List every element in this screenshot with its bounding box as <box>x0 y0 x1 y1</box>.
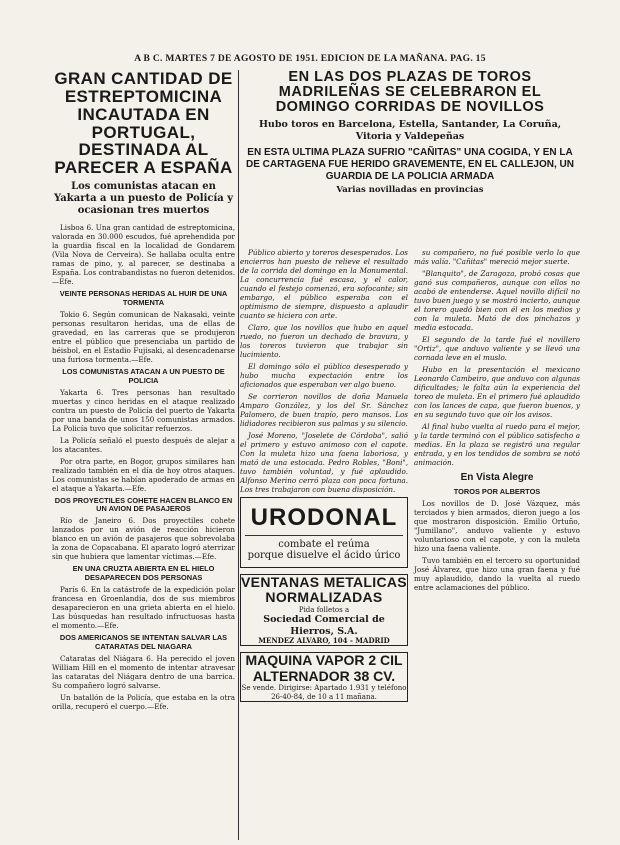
article-paragraph: El domingo sólo el público desesperado y hubo mucha expectación entre los aficionados que esperaban ver algo bueno. <box>240 362 408 389</box>
article-paragraph: Cataratas del Niágara 6. Ha perecido el joven William Hill en el momento de intentar atravesar las cataratas del Niágara dentro de una barrica. Su compañero logró salvarse. <box>52 653 235 690</box>
subcolumn-right <box>414 248 580 595</box>
left-subhead: Los comunistas atacan en Yakarta a un puesto de Policía y ocasionan tres muertos <box>53 181 234 217</box>
right-tertiary-headline: Varias novilladas en provincias <box>336 185 484 196</box>
right-subhead: Hubo toros en Barcelona, Estella, Santander, La Coruña, Vitoria y Valdepeñas <box>258 118 562 142</box>
left-column <box>52 70 235 840</box>
section-heading: En Vista Alegre <box>460 472 534 483</box>
article-paragraph: Al final hubo vuelta al ruedo para el mejor, y la tarde terminó con el público satisfecho a medias. En la plaza se registró una regular entrada, y en los tendidos de sombra se notó animación. <box>414 422 580 467</box>
ad-title: NORMALIZADAS <box>265 589 383 606</box>
section-heading: VEINTE PERSONAS HERIDAS AL HUIR DE UNA TORMENTA <box>59 289 228 307</box>
article-paragraph: José Moreno, "Joselete de Córdoba", salió el primero y estuvo animoso con el capote. Con la muleta hizo una faena laboriosa, y mató de una estocada. Pedro Robles, "Boni", tuvo también voluntad, y fué aplaudido. Alfonso Merino cerró plaza con poca fortuna. Los tres trabajaron con buena disposición. <box>240 431 408 494</box>
ad-divider <box>245 535 403 536</box>
page-header: A B C. MARTES 7 DE AGOSTO DE 1951. EDICION DE LA MAÑANA. PAG. 15 <box>134 54 486 64</box>
article-paragraph: La Policía señaló el puesto después de alejar a los atacantes. <box>52 435 235 454</box>
ad-title: VENTANAS METALICAS <box>241 574 407 590</box>
section-subheading: TOROS POR ALBERTOS <box>453 487 541 496</box>
article-paragraph: Un batallón de la Policía, que estaba en la otra orilla, recuperó el cuerpo.—Efe. <box>52 692 235 711</box>
section-heading: EN UNA CRUZTA ABIERTA EN EL HIELO DESAPARECEN DOS PERSONAS <box>72 564 215 583</box>
ad-company: Sociedad Comercial de Hierros, S.A. <box>263 614 385 637</box>
article-paragraph: Tuvo también en el tercero su oportunidad José Álvarez, que hizo una gran faena y fué muy aplaudido, dando la vuelta al ruedo entre aclamaciones del público. <box>414 555 580 592</box>
article-paragraph: "Blanquito", de Zaragoza, probó cosas que ganó sus compañeros, aunque con ellos no acabó de entenderse. Aquel novillo difícil no tuvo buen juego y se mostró incierto, aunque el torero quedó bien con él en los medios y con la muleta. Mató de dos pinchazos y media estocada. <box>414 269 580 332</box>
article-paragraph: Lisboa 6. Una gran cantidad de estreptomicina, valorada en 30.000 escudos, fué aprehendida por la guardia fiscal en la localidad de Gondarem (Vila Nova de Cerveira). Se hallaba oculta entre ramas de pino, y, al parecer, se destinaba a España. Los contrabandistas no fueron detenidos.—Efe. <box>52 223 235 287</box>
article-paragraph: El segundo de la tarde fué el novillero "Ortiz", que anduvo valiente y se llevó una cornada leve en el muslo. <box>414 335 580 362</box>
ad-title: ALTERNADOR 38 CV. <box>252 667 396 684</box>
column-divider <box>238 70 239 840</box>
urodonal-ad <box>240 497 408 568</box>
section-heading: LOS COMUNISTAS ATACAN A UN PUESTO DE POLICIA <box>62 366 225 385</box>
right-secondary-headline: EN ESTA ULTIMA PLAZA SUFRIO "CAÑITAS" UNA COGIDA, Y EN LA DE CARTAGENA FUE HERIDO GRAVEMENTE, EN EL CALLEJON, UN GUARDIA DE LA POLICIA ARMADA <box>246 147 574 183</box>
subcolumn-left <box>240 248 408 708</box>
section-heading: DOS PROYECTILES COHETE HACEN BLANCO EN UN AVION DE PASAJEROS <box>54 495 233 514</box>
ad-text: porque disuelve el ácido úrico <box>247 550 401 561</box>
ad-text: Se vende. Dirigirse: Apartado 1.931 y teléfono 26-40-84, de 10 a 11 mañana. <box>241 684 407 701</box>
right-section <box>240 69 580 701</box>
article-paragraph: Se corrieron novillos de doña Manuela Amparo González, y los del Sr. Sánchez Palomero, de buen trapío, pero mansos. Los lidiadores recibieron sus palmas y su silencio. <box>240 392 408 428</box>
ventanas-ad <box>240 574 408 646</box>
ad-title: URODONAL <box>250 504 398 531</box>
maquina-ad <box>240 652 408 702</box>
article-paragraph: Por otra parte, en Bogor, grupos similares han realizado también en el día de hoy otros ataques. Los comunistas se habían apoderado de armas en el ataque a Yakarta.—Efe. <box>52 456 235 493</box>
article-paragraph: Público abierto y toreros desesperados. Los encierros han puesto de relieve el resultado de la corrida del domingo en la Monumental. La concurrencia fué escasa, y el calor, cuando el festejo comenzó, era sofocante; sin embargo, el público esperaba con el optimismo de siempre, dispuesto a aplaudir cuanto se hiciera con arte. <box>240 248 408 320</box>
article-paragraph: Tokio 6. Según comunican de Nakasaki, veinte personas resultaron heridas, una de ellas de gravedad, en las carreras que se produjeron entre el público que presenciaba un partido de béisbol, en el Estadio Fujisaki, al desencadenarse una furiosa tormenta.—Efe. <box>52 309 235 364</box>
article-paragraph: Claro, que los novillos que hubo en aquel ruedo, no fueron un dechado de bravura, y los toreros tuvieron que trabajar sin lucimiento. <box>240 323 408 359</box>
ad-address: MENDEZ ALVARO, 104 - MADRID <box>258 635 390 645</box>
left-headline: GRAN CANTIDAD DE ESTREPTOMICINA INCAUTADA EN PORTUGAL, DESTINADA AL PARECER A ESPAÑA <box>54 70 233 178</box>
article-paragraph: París 6. En la catástrofe de la expedición polar francesa en Groenlandia, dos de sus miembros desaparecieron en una grieta abierta en el hielo. Las búsquedas han resultado infructuosas hasta el momento.—Efe. <box>52 585 235 631</box>
article-paragraph: Hubo en la presentación el mexicano Leonardo Cambeiro, que anduvo con algunas dificultades; le falta aún la experiencia del toreo de muleta. En el primero fué aplaudido con los lances de capa, que fueron buenos, y en su segundo tuvo que oír los avisos. <box>414 365 580 419</box>
article-paragraph: Los novillos de D. José Vázquez, más terciados y bien armados, dieron juego a los que mostraron disposición. Emilio Ortuño, "Jumillano", anduvo valiente y estuvo voluntarioso con el capote, y con la muleta hizo una faena valiente. <box>414 498 580 553</box>
article-paragraph: Río de Janeiro 6. Dos proyectiles cohete lanzados por un avión de reacción hicieron blanco en un avión de pasajeros que sobrevolaba la zona de Copacabana. El aparato logró aterrizar sin que hubiera que lamentar víctimas.—Efe. <box>52 516 235 562</box>
ad-text: combate el reúma <box>278 539 370 550</box>
section-heading: DOS AMERICANOS SE INTENTAN SALVAR LAS CATARATAS DEL NIAGARA <box>59 633 228 651</box>
right-headline: EN LAS DOS PLAZAS DE TOROS MADRILEÑAS SE CELEBRARON EL DOMINGO CORRIDAS DE NOVILLOS <box>275 69 545 116</box>
ad-text: Pida folletos a <box>298 605 350 614</box>
ad-title: MAQUINA VAPOR 2 CIL <box>245 652 403 669</box>
article-paragraph: su compañero, no fué posible verlo lo que más valía. "Cañitas" mereció mejor suerte. <box>414 248 580 266</box>
article-paragraph: Yakarta 6. Tres personas han resultado muertas y cinco heridas en el ataque realizado contra un puesto de Policía del puerto de Yakarta por una banda de unos 150 comunistas armados. La Policía tuvo que solicitar refuerzos. <box>52 387 235 433</box>
